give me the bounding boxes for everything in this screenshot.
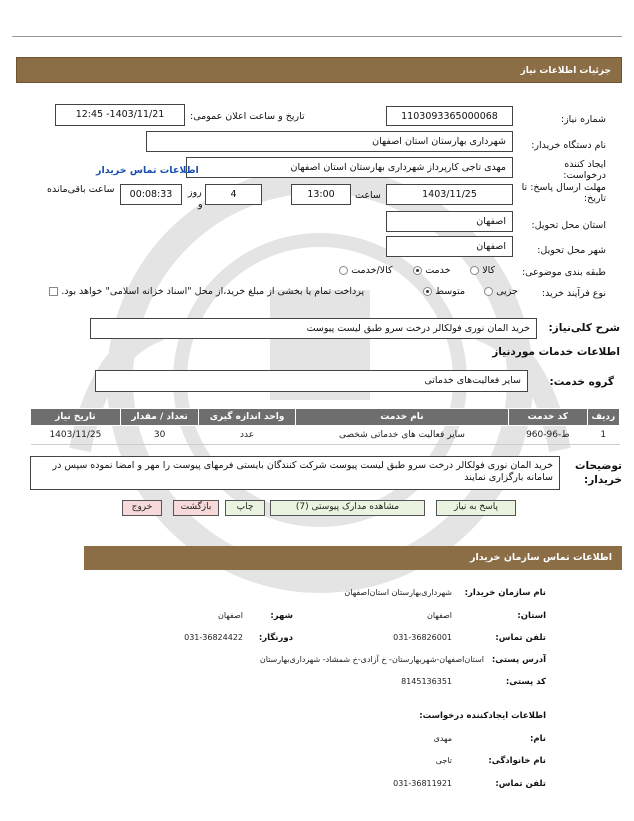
payment-checkbox[interactable] <box>49 287 58 296</box>
payment-note-row[interactable] <box>49 286 364 297</box>
category-option-goods-label: کالا <box>482 265 496 276</box>
creator-label-line1: ایجاد کننده <box>564 159 606 170</box>
cell-row: 1 <box>587 426 619 445</box>
col-row: ردیف <box>587 409 619 426</box>
col-need-date: تاریخ نیاز <box>31 409 121 426</box>
contact-org-value: شهرداری‌بهارستان استان‌اصفهان <box>344 588 452 597</box>
city-field[interactable]: اصفهان <box>386 236 513 257</box>
remaining-time-label: ساعت باقی‌مانده <box>47 184 115 195</box>
need-number-label: شماره نیاز: <box>560 114 606 125</box>
process-option-medium-label: متوسط <box>435 286 466 297</box>
province-field[interactable]: اصفهان <box>386 211 513 232</box>
contact-postal-value: 8145136351 <box>401 677 452 686</box>
services-table-wrap <box>30 408 620 445</box>
city-label: شهر محل تحویل: <box>537 245 606 256</box>
creator-last-name-value: تاجی <box>435 756 452 765</box>
creator-info-title: اطلاعات ایجادکننده درخواست: <box>419 711 546 721</box>
contact-org-label: نام سازمان خریدار: <box>464 588 546 598</box>
contact-postal-label: کد پستی: <box>505 677 546 687</box>
category-label: طبقه بندی موضوعی: <box>521 267 606 278</box>
service-group-label: گروه خدمت: <box>549 376 614 388</box>
creator-label-line2: درخواست: <box>563 170 606 181</box>
contact-phone-value: 031-36826001 <box>393 633 452 642</box>
exit-button[interactable]: خروج <box>122 500 162 516</box>
category-option-goods[interactable] <box>470 265 495 276</box>
services-table <box>30 408 620 445</box>
cell-service-name: سایر فعالیت های خدماتی شخصی <box>295 426 508 445</box>
category-option-service-label: خدمت <box>425 265 451 276</box>
contact-fax-value: 031-36824422 <box>184 633 243 642</box>
view-attachments-button[interactable]: مشاهده مدارک پیوستی (7) <box>270 500 425 516</box>
cell-service-code: ط-96-960 <box>509 426 588 445</box>
page-header-bar <box>16 57 622 83</box>
process-option-minor[interactable] <box>484 286 518 297</box>
and-label: و <box>198 199 203 210</box>
services-info-title: اطلاعات خدمات موردنیاز <box>492 346 620 358</box>
col-quantity: تعداد / مقدار <box>120 409 199 426</box>
services-table-header <box>31 409 620 426</box>
col-service-name: نام خدمت <box>295 409 508 426</box>
contact-address-label: آدرس پستی: <box>491 655 546 665</box>
category-radio-service[interactable] <box>413 266 422 275</box>
back-button[interactable]: بازگشت <box>173 500 219 516</box>
page-title: جزئیات اطلاعات نیاز <box>520 66 611 76</box>
buyer-org-field[interactable]: شهرداری بهارستان استان اصفهان <box>146 131 513 152</box>
category-radio-goods[interactable] <box>470 266 479 275</box>
time-label: ساعت <box>355 190 381 201</box>
process-label: نوع فرآیند خرید: <box>541 288 606 299</box>
service-group-field[interactable]: سایر فعالیت‌های خدماتی <box>95 370 528 392</box>
days-field[interactable]: 4 <box>205 184 262 205</box>
creator-phone-label: تلفن تماس: <box>495 779 546 789</box>
need-number-field[interactable]: 1103093365000068 <box>386 106 513 126</box>
process-option-minor-label: جزیی <box>496 286 518 297</box>
summary-label: شرح کلی‌نیاز: <box>548 322 620 334</box>
print-button[interactable]: چاپ <box>225 500 265 516</box>
contact-province-value: اصفهان <box>426 611 452 620</box>
process-radio-minor[interactable] <box>484 287 493 296</box>
remaining-time-field[interactable]: 00:08:33 <box>120 184 182 205</box>
buyer-notes-label-line2: خریدار: <box>584 474 622 486</box>
deadline-time-field[interactable]: 13:00 <box>291 184 351 205</box>
contact-province-label: استان: <box>517 611 546 621</box>
province-label: استان محل تحویل: <box>531 220 606 231</box>
category-option-goods-service[interactable] <box>339 265 393 276</box>
top-divider <box>12 36 622 37</box>
cell-quantity: 30 <box>120 426 199 445</box>
creator-last-name-label: نام خانوادگی: <box>488 756 546 766</box>
contact-section-title: اطلاعات تماس سازمان خریدار <box>469 552 612 563</box>
announce-field[interactable]: 1403/11/21- 12:45 <box>55 104 185 126</box>
contact-city-label: شهر: <box>270 611 293 621</box>
buyer-contact-link[interactable]: اطلاعات تماس خریدار <box>96 165 199 176</box>
buyer-org-label: نام دستگاه خریدار: <box>531 140 606 151</box>
creator-first-name-value: مهدی <box>433 734 452 743</box>
contact-phone-label: تلفن تماس: <box>495 633 546 643</box>
category-option-service[interactable] <box>413 265 450 276</box>
contact-address-value: استان‌اصفهان-شهر‌بهارستان- خ آزادی-خ شمشاد- شهرداری‌بهارستان <box>259 655 484 664</box>
contact-city-value: اصفهان <box>217 611 243 620</box>
cell-unit: عدد <box>199 426 296 445</box>
creator-field[interactable]: مهدی تاجی کارپرداز شهرداری بهارستان استان اصفهان <box>186 157 513 178</box>
deadline-label-line2: تاریخ: <box>583 193 606 204</box>
table-row[interactable] <box>31 426 620 445</box>
process-option-medium[interactable] <box>423 286 465 297</box>
deadline-date-field[interactable]: 1403/11/25 <box>386 184 513 205</box>
contact-section-header <box>84 546 622 570</box>
cell-need-date: 1403/11/25 <box>31 426 121 445</box>
col-unit: واحد اندازه گیری <box>199 409 296 426</box>
creator-first-name-label: نام: <box>529 734 546 744</box>
col-service-code: کد خدمت <box>509 409 588 426</box>
announce-label: تاریخ و ساعت اعلان عمومی: <box>190 111 305 122</box>
contact-fax-label: دورنگار: <box>258 633 293 643</box>
category-radio-goods-service[interactable] <box>339 266 348 275</box>
creator-phone-value: 031-36811921 <box>393 779 452 788</box>
buyer-notes-field[interactable]: خرید المان نوری فولکالر درخت سرو طبق لیست پیوست شرکت کنندگان بایستی فرمهای پیوست را مهر و امضا نموده سپس در سامانه بارگزاری نمایند <box>30 456 560 490</box>
buyer-notes-label-line1: توضیحات <box>574 460 622 472</box>
category-option-goods-service-label: کالا/خدمت <box>351 265 393 276</box>
process-radio-medium[interactable] <box>423 287 432 296</box>
payment-note-text: پرداخت تمام یا بخشی از مبلغ خرید،از محل "اسناد خزانه اسلامی" خواهد بود. <box>61 286 365 297</box>
days-label: روز <box>188 187 202 198</box>
deadline-label-line1: مهلت ارسال پاسخ: تا <box>521 182 606 193</box>
summary-field[interactable]: خرید المان نوری فولکالر درخت سرو طبق لیست پیوست <box>90 318 537 339</box>
reply-button[interactable]: پاسخ به نیاز <box>436 500 516 516</box>
